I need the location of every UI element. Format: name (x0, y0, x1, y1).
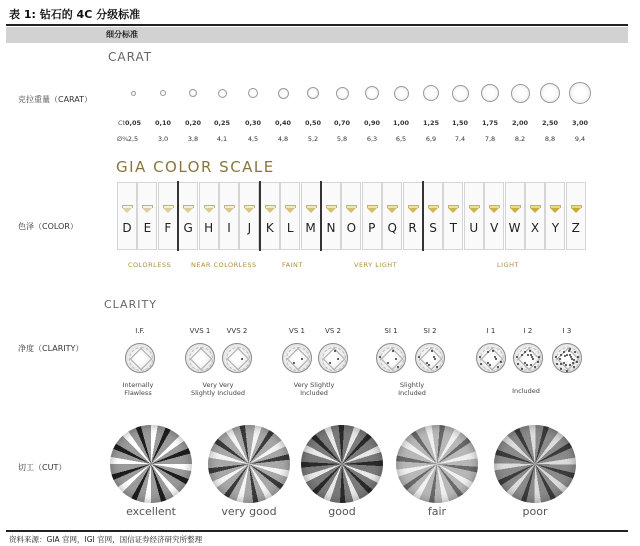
carat-diamond-icon (336, 87, 349, 100)
color-grade-cell (362, 182, 382, 250)
carat-diamond-icon (278, 88, 289, 99)
color-grade-letter: V (490, 221, 499, 235)
inclusion-mark (301, 358, 303, 360)
color-grade-cell (260, 182, 280, 250)
row-label-carat: 克拉重量（CARAT） (18, 95, 93, 104)
inclusion-mark (379, 356, 381, 358)
diamond-icon (142, 205, 153, 213)
inclusion-mark (426, 362, 428, 364)
carat-mm-label: Ø% (117, 135, 129, 143)
inclusion-mark (418, 356, 420, 358)
carat-weight-value: 0,40 (274, 119, 292, 127)
carat-diameter-value: 7,4 (454, 135, 466, 143)
diamond-icon (550, 205, 561, 213)
carat-diamond-icon (160, 90, 166, 96)
inclusion-mark (573, 366, 575, 368)
diamond-icon (204, 205, 215, 213)
inclusion-mark (492, 350, 494, 352)
diamond-icon (285, 205, 296, 213)
color-grade-letter: R (408, 221, 417, 235)
carat-diamond-icon (569, 82, 591, 104)
color-grade-cell (178, 182, 198, 250)
cut-diamond-icon (110, 425, 192, 503)
color-grade-cell (280, 182, 300, 250)
diamond-icon (122, 205, 133, 213)
carat-weight-value: 0,20 (184, 119, 202, 127)
clarity-desc-line: Slightly Included (190, 389, 246, 397)
inclusion-mark (293, 362, 295, 364)
inclusion-mark (566, 370, 568, 372)
inclusion-mark (572, 362, 574, 364)
clarity-grade-code: VS 1 (289, 327, 305, 335)
color-grade-cell (525, 182, 545, 250)
inclusion-mark (565, 364, 567, 366)
color-grade-letter: F (164, 221, 172, 235)
clarity-diamond-icon (185, 343, 215, 373)
color-grade-cell (301, 182, 321, 250)
inclusion-mark (524, 362, 526, 364)
cut-diamond-icon (208, 425, 290, 503)
diamond-icon (387, 205, 398, 213)
header-label: 细分标准 (106, 30, 138, 39)
carat-diamond-icon (540, 83, 560, 103)
cut-diamond-icon (494, 425, 576, 503)
clarity-desc-line: Included (398, 389, 426, 397)
color-grade-letter: X (530, 221, 540, 235)
carat-weight-value: 1,25 (422, 119, 440, 127)
cut-grade-label: excellent (126, 505, 176, 518)
clarity-desc-vs (274, 381, 354, 397)
inclusion-mark (436, 366, 438, 368)
inclusion-mark (560, 368, 562, 370)
carat-diameter-value: 8,8 (544, 135, 556, 143)
cut-diamond-icon (301, 425, 383, 503)
color-grade-letter: W (508, 221, 521, 235)
color-grade-cell (403, 182, 423, 250)
carat-diameter-value: 8,2 (514, 135, 526, 143)
color-grade-cell (158, 182, 178, 250)
clarity-diamond-icon (476, 343, 506, 373)
diamond-icon (408, 205, 419, 213)
color-grade-letter: J (247, 221, 252, 235)
carat-diamond-icon (452, 85, 469, 102)
clarity-grade-code: VS 2 (325, 327, 341, 335)
diamond-icon (306, 205, 317, 213)
color-group-very-light: VERY LIGHT (354, 261, 398, 269)
color-grade-letter: T (449, 221, 458, 235)
carat-diamond-icon (365, 86, 379, 100)
diamond-icon (244, 205, 255, 213)
inclusion-mark (577, 356, 579, 358)
carat-diameter-value: 3,0 (157, 135, 169, 143)
row-label-clarity: 净度（CLARITY） (18, 344, 84, 353)
inclusion-mark (428, 364, 430, 366)
clarity-desc-line: Slightly (399, 381, 425, 389)
color-grade-cell (219, 182, 239, 250)
inclusion-mark (329, 362, 331, 364)
row-label-cut: 切工（CUT） (18, 463, 67, 472)
inclusion-mark (576, 361, 578, 363)
diamond-icon (224, 205, 235, 213)
carat-weight-value: 1,00 (392, 119, 410, 127)
inclusion-mark (530, 364, 532, 366)
carat-weight-value: 0,70 (333, 119, 351, 127)
color-grade-cell (545, 182, 565, 250)
clarity-grade-code: I 1 (486, 327, 496, 335)
header-bar (6, 27, 628, 43)
diamond-icon (346, 205, 357, 213)
inclusion-mark (569, 364, 571, 366)
inclusion-mark (537, 361, 539, 363)
carat-diameter-value: 7,8 (484, 135, 496, 143)
color-grade-letter: G (183, 221, 193, 235)
carat-diamond-icon (189, 89, 197, 97)
clarity-grade-code: I 3 (562, 327, 572, 335)
clarity-diamond-icon (513, 343, 543, 373)
color-grade-letter: H (204, 221, 214, 235)
color-grade-letter: U (469, 221, 479, 235)
clarity-desc-line: Included (300, 389, 328, 397)
clarity-diamond-icon (376, 343, 406, 373)
inclusion-mark (538, 356, 540, 358)
cut-grade-label: fair (427, 505, 447, 518)
clarity-diamond-icon (125, 343, 155, 373)
clarity-grade-code: VVS 1 (189, 327, 211, 335)
color-grade-letter: K (265, 221, 274, 235)
top-rule (6, 24, 628, 26)
inclusion-mark (560, 354, 562, 356)
diamond-icon (183, 205, 194, 213)
clarity-desc-line: Flawless (124, 389, 152, 397)
clarity-desc-line: Included (512, 387, 540, 395)
carat-diamond-icon (481, 84, 499, 102)
color-grade-letter: I (227, 221, 231, 235)
carat-weight-value: 0,30 (244, 119, 262, 127)
color-grade-cell (484, 182, 504, 250)
inclusion-mark (241, 358, 243, 360)
clarity-grade-code: I.F. (135, 327, 145, 335)
carat-weight-value: 0,90 (363, 119, 381, 127)
color-grade-cell (137, 182, 157, 250)
carat-diameter-value: 2,5 (127, 135, 139, 143)
carat-diamond-icon (511, 84, 530, 103)
carat-diameter-value: 5,8 (336, 135, 348, 143)
clarity-diamond-icon (282, 343, 312, 373)
color-group-divider (422, 181, 424, 251)
color-grade-letter: D (122, 221, 132, 235)
carat-diameter-value: 6,3 (366, 135, 378, 143)
color-grade-cell (505, 182, 525, 250)
diamond-icon (469, 205, 480, 213)
color-grade-letter: P (368, 221, 376, 235)
diamond-icon (489, 205, 500, 213)
clarity-grade-code: SI 1 (384, 327, 398, 335)
inclusion-mark (559, 358, 561, 360)
inclusion-mark (487, 351, 489, 353)
carat-heading: CARAT (108, 50, 153, 64)
color-group-divider (259, 181, 261, 251)
cut-grade-label: very good (221, 505, 277, 518)
carat-weight-value: 1,50 (451, 119, 469, 127)
carat-weight-value: 0,05 (124, 119, 142, 127)
inclusion-mark (569, 348, 571, 350)
diamond-icon (428, 205, 439, 213)
color-grade-cell (341, 182, 361, 250)
carat-diameter-value: 5,2 (307, 135, 319, 143)
carat-diamond-icon (423, 85, 439, 101)
inclusion-mark (521, 354, 523, 356)
clarity-desc-si (372, 381, 452, 397)
carat-diameter-value: 4,1 (216, 135, 228, 143)
color-group-divider (320, 181, 322, 251)
table-title: 表 1: 钻石的 4C 分级标准 (9, 8, 141, 21)
inclusion-mark (563, 351, 565, 353)
carat-diamond-icon (307, 87, 319, 99)
color-grade-letter: S (429, 221, 437, 235)
color-grade-cell (199, 182, 219, 250)
row-label-color: 色泽（COLOR） (18, 222, 78, 231)
color-grade-cell (117, 182, 137, 250)
inclusion-mark (487, 362, 489, 364)
color-grade-letter: L (286, 221, 294, 235)
color-group-divider (177, 181, 179, 251)
inclusion-mark (392, 350, 394, 352)
cut-grade-label: poor (522, 505, 548, 518)
carat-diameter-value: 4,5 (247, 135, 259, 143)
diamond-icon (367, 205, 378, 213)
color-grade-cell (423, 182, 443, 250)
inclusion-mark (555, 356, 557, 358)
carat-diamond-icon (394, 86, 409, 101)
carat-weight-value: 3,00 (571, 119, 589, 127)
inclusion-mark (337, 358, 339, 360)
clarity-diamond-icon (415, 343, 445, 373)
inclusion-mark (573, 359, 575, 361)
clarity-desc-line: Very Slightly (293, 381, 335, 389)
carat-diameter-value: 6,5 (395, 135, 407, 143)
color-group-near-colorless: NEAR COLORLESS (191, 261, 257, 269)
carat-diameter-value: 6,9 (425, 135, 437, 143)
inclusion-mark (516, 356, 518, 358)
color-grade-letter: Q (387, 221, 397, 235)
clarity-heading: CLARITY (104, 298, 157, 311)
inclusion-mark (480, 363, 482, 365)
carat-weight-value: 0,10 (154, 119, 172, 127)
clarity-desc-if (108, 381, 168, 397)
clarity-diamond-icon (552, 343, 582, 373)
color-heading: GIA COLOR SCALE (116, 158, 275, 176)
inclusion-mark (532, 358, 534, 360)
inclusion-mark (395, 358, 397, 360)
inclusion-mark (529, 350, 531, 352)
color-grade-cell (382, 182, 402, 250)
carat-diameter-value: 9,4 (574, 135, 586, 143)
carat-weight-value: 0,25 (213, 119, 231, 127)
carat-diameter-value: 3,8 (187, 135, 199, 143)
color-grade-letter: Y (551, 221, 560, 235)
color-grade-cell (443, 182, 463, 250)
color-grade-cell (566, 182, 586, 250)
inclusion-mark (568, 350, 570, 352)
inclusion-mark (397, 366, 399, 368)
diamond-icon (326, 205, 337, 213)
color-grade-letter: Z (571, 221, 580, 235)
diamond-icon (448, 205, 459, 213)
color-group-colorless: COLORLESS (128, 261, 172, 269)
color-grade-cell (321, 182, 341, 250)
carat-weight-value: 0,50 (304, 119, 322, 127)
carat-diameter-value: 4,8 (277, 135, 289, 143)
inclusion-mark (387, 362, 389, 364)
color-grade-letter: M (305, 221, 316, 235)
inclusion-mark (563, 362, 565, 364)
inclusion-mark (497, 366, 499, 368)
inclusion-mark (556, 363, 558, 365)
inclusion-mark (431, 350, 433, 352)
carat-diamond-icon (131, 91, 136, 96)
diamond-icon (265, 205, 276, 213)
diamond-icon (530, 205, 541, 213)
color-grade-letter: O (346, 221, 357, 235)
clarity-desc-vvs (178, 381, 258, 397)
carat-diamond-icon (218, 89, 227, 98)
color-group-faint: FAINT (282, 261, 303, 269)
diamond-icon (510, 205, 521, 213)
cut-diamond-icon (396, 425, 478, 503)
source-note: 资料来源：GIA 官网，IGI 官网，国信证券经济研究所整理 (9, 535, 203, 544)
carat-ct-label: Ct (118, 119, 126, 127)
clarity-desc-line: Very Very (202, 381, 234, 389)
inclusion-mark (526, 364, 528, 366)
color-grade-cell (239, 182, 259, 250)
carat-weight-value: 2,50 (541, 119, 559, 127)
color-group-light: LIGHT (497, 261, 519, 269)
bottom-rule (6, 530, 628, 532)
inclusion-mark (334, 350, 336, 352)
inclusion-mark (489, 364, 491, 366)
carat-diamond-icon (248, 88, 258, 98)
diamond-icon (163, 205, 174, 213)
clarity-diamond-icon (318, 343, 348, 373)
carat-weight-value: 2,00 (511, 119, 529, 127)
clarity-desc-i (496, 387, 556, 395)
clarity-grade-code: SI 2 (423, 327, 437, 335)
inclusion-mark (495, 358, 497, 360)
cut-grade-label: good (328, 505, 356, 518)
clarity-desc-line: Internally (122, 381, 154, 389)
diamond-icon (571, 205, 582, 213)
inclusion-mark (524, 351, 526, 353)
color-grade-letter: N (326, 221, 336, 235)
carat-weight-value: 1,75 (481, 119, 499, 127)
inclusion-mark (479, 356, 481, 358)
inclusion-mark (534, 366, 536, 368)
clarity-diamond-icon (222, 343, 252, 373)
inclusion-mark (521, 368, 523, 370)
inclusion-mark (434, 358, 436, 360)
inclusion-mark (517, 363, 519, 365)
color-grade-cell (464, 182, 484, 250)
clarity-grade-code: VVS 2 (226, 327, 248, 335)
clarity-grade-code: I 2 (523, 327, 533, 335)
inclusion-mark (500, 361, 502, 363)
inclusion-mark (574, 351, 576, 353)
color-grade-letter: E (143, 221, 152, 235)
